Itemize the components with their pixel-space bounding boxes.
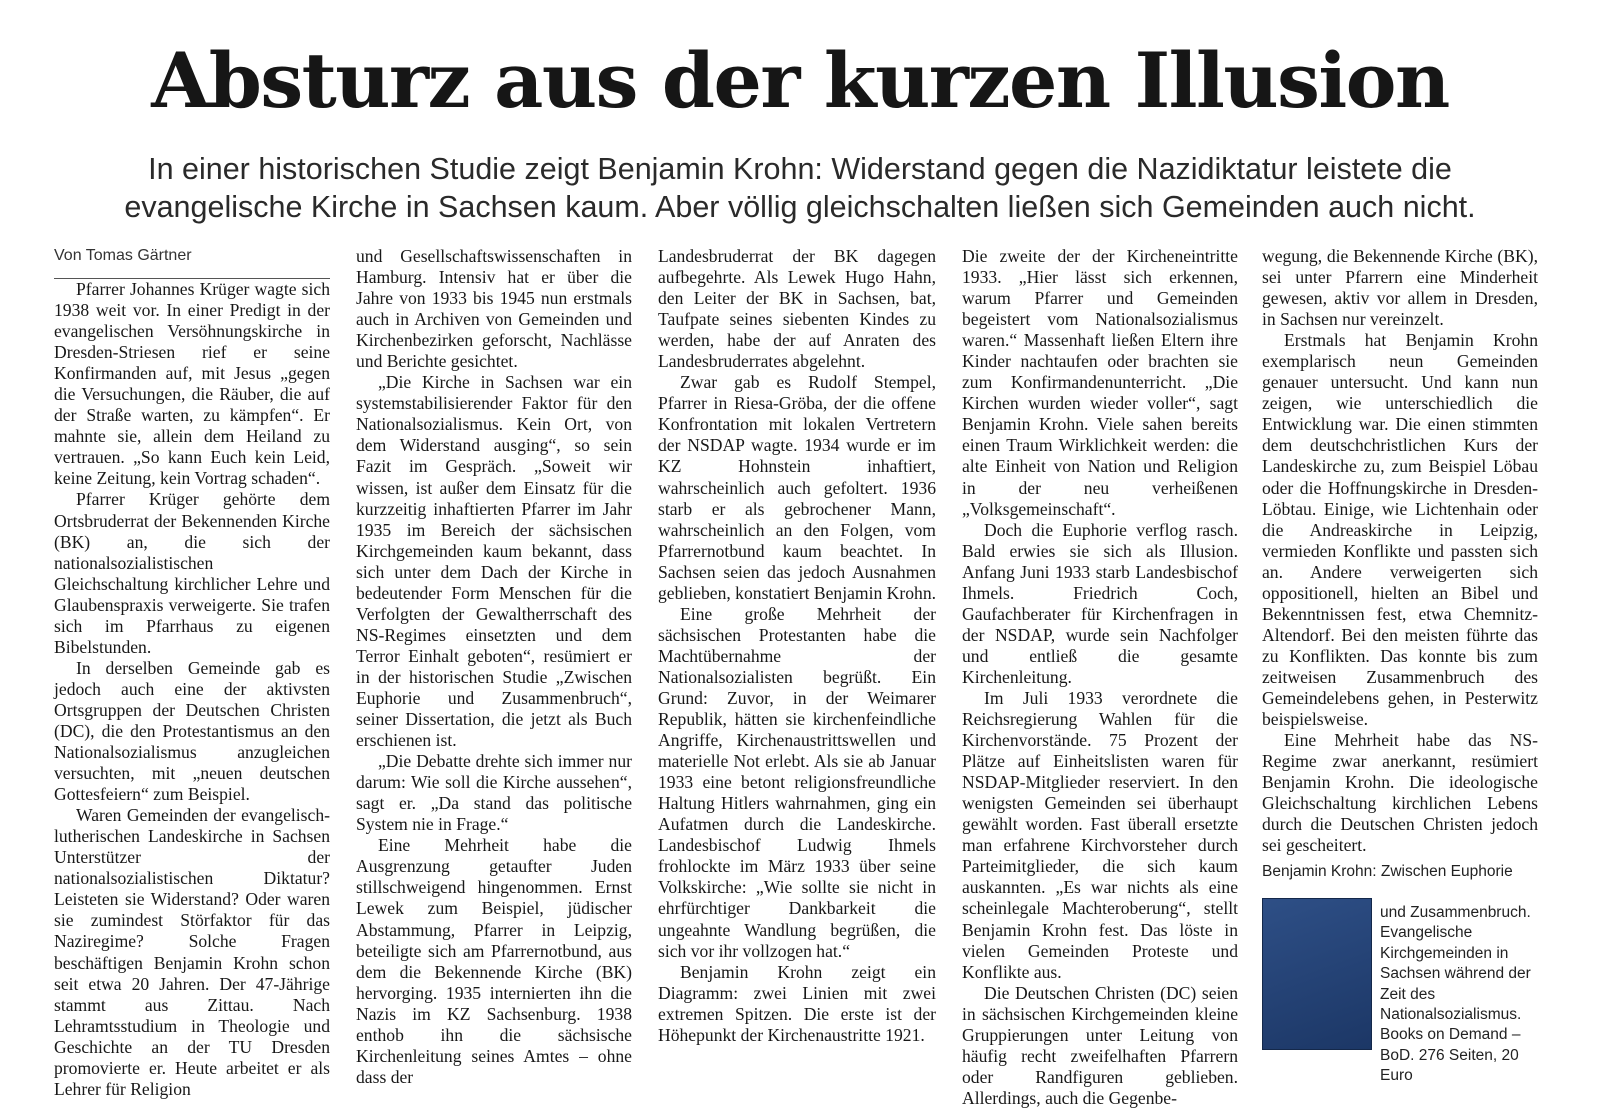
article-paragraph: und Gesellschaftswissenschaften in Hamburg. Intensiv hat er über die Jahre von 1933 bis 1945 nun erstmals auch in Archiven von Gemeinden und Kirchenbezirken geforscht, Nachlässe und Berichte gesichtet. (356, 246, 632, 372)
article-paragraph: Im Juli 1933 verordnete die Reichsregierung Wahlen für die Kirchenvorstände. 75 Prozent der Plätze auf Einheitslisten waren für NSDAP-Mitglieder reserviert. In den wenigsten Gemeinden sei überhaupt gewählt worden. Fast überall ersetzte man erfahrene Kirchvorsteher durch Parteimitglieder, die sich kaum auskannten. „Es war nichts als eine scheinlegale Machteroberung“, stellt Benjamin Krohn fest. Das löste in vielen Gemeinden Proteste und Konflikte aus. (962, 687, 1238, 982)
book-info-details: und Zusammenbruch. Evangelische Kirchgemeinden in Sachsen während der Zeit des Nationalsozialismus. Books on Demand – BoD. 276 Seiten, 20 Euro (1380, 904, 1531, 1085)
headline: Absturz aus der kurzen Illusion (151, 36, 1449, 125)
article-paragraph: Pfarrer Krüger gehörte dem Ortsbruderrat der Bekennenden Kirche (BK) an, die sich der nationalsozialistischen Gleichschaltung kirchlicher Lehre und Glaubenspraxis verweigerte. Sie trafen sich im Pfarrhaus zu eigenen Bibelstunden. (54, 489, 330, 657)
article-paragraph: Doch die Euphorie verflog rasch. Bald erwies sie sich als Illusion. Anfang Juni 1933 starb Landesbischof Ihmels. Friedrich Coch, Gaufachberater für Kirchenfragen in der NSDAP, wurde sein Nachfolger und entließ die gesamte Kirchenleitung. (962, 519, 1238, 687)
article-paragraph: Die zweite der der Kircheneintritte 1933. „Hier lässt sich erkennen, warum Pfarrer und Gemeinden begeistert vom Nationalsozialismus waren.“ Massenhaft ließen Eltern ihre Kinder nachtaufen oder brachten sie zum Konfirmandenunterricht. „Die Kirchen wurden wieder voller“, sagt Benjamin Krohn. Viele sahen bereits einen Traum Wirklichkeit werden: die alte Einheit von Nation und Religion in der neu verheißenen „Volksgemeinschaft“. (962, 246, 1238, 519)
article-paragraph: Waren Gemeinden der evangelisch-lutherischen Landeskirche in Sachsen Unterstützer der nationalsozialistischen Diktatur? Leisteten sie Widerstand? Oder waren sie zumindest Störfaktor für das Naziregime? Solche Fragen beschäftigen Benjamin Krohn schon seit etwa 20 Jahren. Der 47-Jährige stammt aus Zittau. Nach Lehramtsstudium in Theologie und Geschichte an der TU Dresden promovierte er. Heute arbeitet er als Lehrer für Religion (54, 805, 330, 1099)
article-paragraph: Eine Mehrheit habe die Ausgrenzung getaufter Juden stillschweigend hingenommen. Ernst Lewek zum Beispiel, jüdischer Abstammung, Pfarrer in Leipzig, beteiligte sich am Pfarrernotbund, aus dem die Bekennende Kirche (BK) hervorging. 1935 internierten ihn die Nazis im KZ Sachsenburg. 1938 enthob ihn die sächsische Kirchenleitung seines Amtes – ohne dass der (356, 835, 632, 1087)
book-info-intro: Benjamin Krohn: Zwischen Euphorie (1262, 863, 1513, 880)
article-column-1 (54, 246, 330, 1099)
byline: Von Tomas Gärtner (54, 246, 330, 279)
article-column-2 (356, 246, 632, 1087)
article-paragraph: Zwar gab es Rudolf Stempel, Pfarrer in Riesa-Gröba, der die offene Konfrontation mit lokalen Vertretern der NSDAP wagte. 1934 wurde er im KZ Hohnstein inhaftiert, wahrscheinlich auch gefoltert. 1936 starb er als gebrochener Mann, wahrscheinlich an den Folgen, vom Pfarrernotbund kaum beachtet. In Sachsen seien das jedoch Ausnahmen geblieben, konstatiert Benjamin Krohn. (658, 372, 937, 603)
article-paragraph: Benjamin Krohn zeigt ein Diagramm: zwei Linien mit zwei extremen Spitzen. Die erste ist der Höhepunkt der Kirchenaustritte 1921. (658, 961, 936, 1045)
article-paragraph: Eine Mehrheit habe das NS-Regime zwar anerkannt, resümiert Benjamin Krohn. Die ideologische Gleichschaltung kirchlichen Lebens durch die Deutschen Christen jedoch sei gescheitert. (1262, 730, 1538, 856)
article-paragraph: wegung, die Bekennende Kirche (BK), sei unter Pfarrern eine Minderheit gewesen, aktiv vor allem in Dresden, in Sachsen nur vereinzelt. (1262, 246, 1538, 330)
article-paragraph: Pfarrer Johannes Krüger wagte sich 1938 weit vor. In einer Predigt in der evangelischen Versöhnungskirche in Dresden-Striesen rief er seine Konfirmanden auf, mit Jesus „gegen die Versuchungen, die Räuber, die auf der Straße warten, zu kämpfen“. Er mahnte sie, allein dem Heiland zu vertrauen. „So kann Euch kein Leid, keine Zeitung, kein Vortrag schaden“. (54, 279, 330, 489)
article-paragraph: In derselben Gemeinde gab es jedoch auch eine der aktivsten Ortsgruppen der Deutschen Christen (DC), die den Protestantismus an den Nationalsozialismus anzugleichen versuchten, mit „neuen deutschen Gottesfeiern“ zum Beispiel. (54, 657, 330, 805)
article-paragraph: Erstmals hat Benjamin Krohn exemplarisch neun Gemeinden genauer untersucht. Und kann nun zeigen, wie unterschiedlich die Entwicklung war. Die einen stimmten dem deutschchristlichen Kurs der Landeskirche zu, zum Beispiel Löbau oder die Hoffnungskirche in Dresden-Löbtau. Einige, wie Lichtenhain oder die Andreaskirche in Leipzig, vermieden Konflikte und passten sich an. Andere verweigerten sich oppositionell, hielten an Bibel und Bekenntnissen fest, etwa Chemnitz-Altendorf. Bei den meisten führte das zu Konflikten. Das konnte bis zum zeitweisen Zusammenbruch des Gemeindelebens gehen, in Pesterwitz beispielsweise. (1262, 330, 1538, 730)
article-paragraph: Die Deutschen Christen (DC) seien in sächsischen Kirchgemeinden kleine Gruppierungen unter Leitung von häufig recht zweifelhaften Pfarrern oder Randfiguren geblieben. Allerdings, auch die Gegenbe- (962, 982, 1238, 1108)
article-paragraph: Landesbruderrat der BK dagegen aufbegehrte. Als Lewek Hugo Hahn, den Leiter der BK in Sachsen, bat, Taufpate seines siebenten Kindes zu werden, habe der auf Anraten des Landesbruderrates abgelehnt. (658, 246, 936, 372)
article-column-5 (1262, 246, 1538, 856)
book-cover-image (1262, 898, 1372, 1050)
article-paragraph: „Die Debatte drehte sich immer nur darum: Wie soll die Kirche aussehen“, sagt er. „Da stand das politische System nie in Frage.“ (356, 751, 632, 835)
article-column-3 (658, 246, 936, 1066)
book-info-box (1262, 862, 1538, 1085)
article-paragraph: „Die Kirche in Sachsen war ein systemstabilisierender Faktor für den Nationalsozialismus. Kein Ort, von dem Widerstand ausging“, so sein Fazit im Gespräch. „Soweit wir wissen, ist außer dem Einsatz für die kurzzeitig inhaftierten Pfarrer im Jahr 1935 im Bereich der sächsischen Kirchgemeinden kaum bekannt, dass sich unter dem Dach der Kirche in bedeutender Form Menschen für die Verfolgten der Gewaltherrschaft des NS-Regimes einsetzten und dem Terror Einhalt geboten“, resümiert er in der historischen Studie „Zwischen Euphorie und Zusammenbruch“, seiner Dissertation, die jetzt als Buch erschienen ist. (356, 372, 632, 751)
article-paragraph: Eine große Mehrheit der sächsischen Protestanten habe die Machtübernahme der Nationalsozialisten begrüßt. Ein Grund: Zuvor, in der Weimarer Republik, hätten sie kirchenfeindliche Angriffe, Kirchenaustrittswellen und materielle Not erlebt. Als sie ab Januar 1933 eine betont religionsfreundliche Haltung Hitlers wahrnahmen, ging ein Aufatmen durch die Landeskirche. Landesbischof Ludwig Ihmels frohlockte im März 1933 über seine Volkskirche: „Wie sollte sie nicht in ehrfürchtiger Dankbarkeit die ungeahnte Wandlung begrüßen, die sich vor ihr vollzogen hat.“ (658, 603, 936, 961)
subheadline: In einer historischen Studie zeigt Benjamin Krohn: Widerstand gegen die Nazidiktatur leistete die evangelische Kirche in Sachsen kaum. Aber völlig gleichschalten ließen sich Gemeinden auch nicht. (124, 152, 1476, 224)
article-column-4 (962, 246, 1238, 1108)
